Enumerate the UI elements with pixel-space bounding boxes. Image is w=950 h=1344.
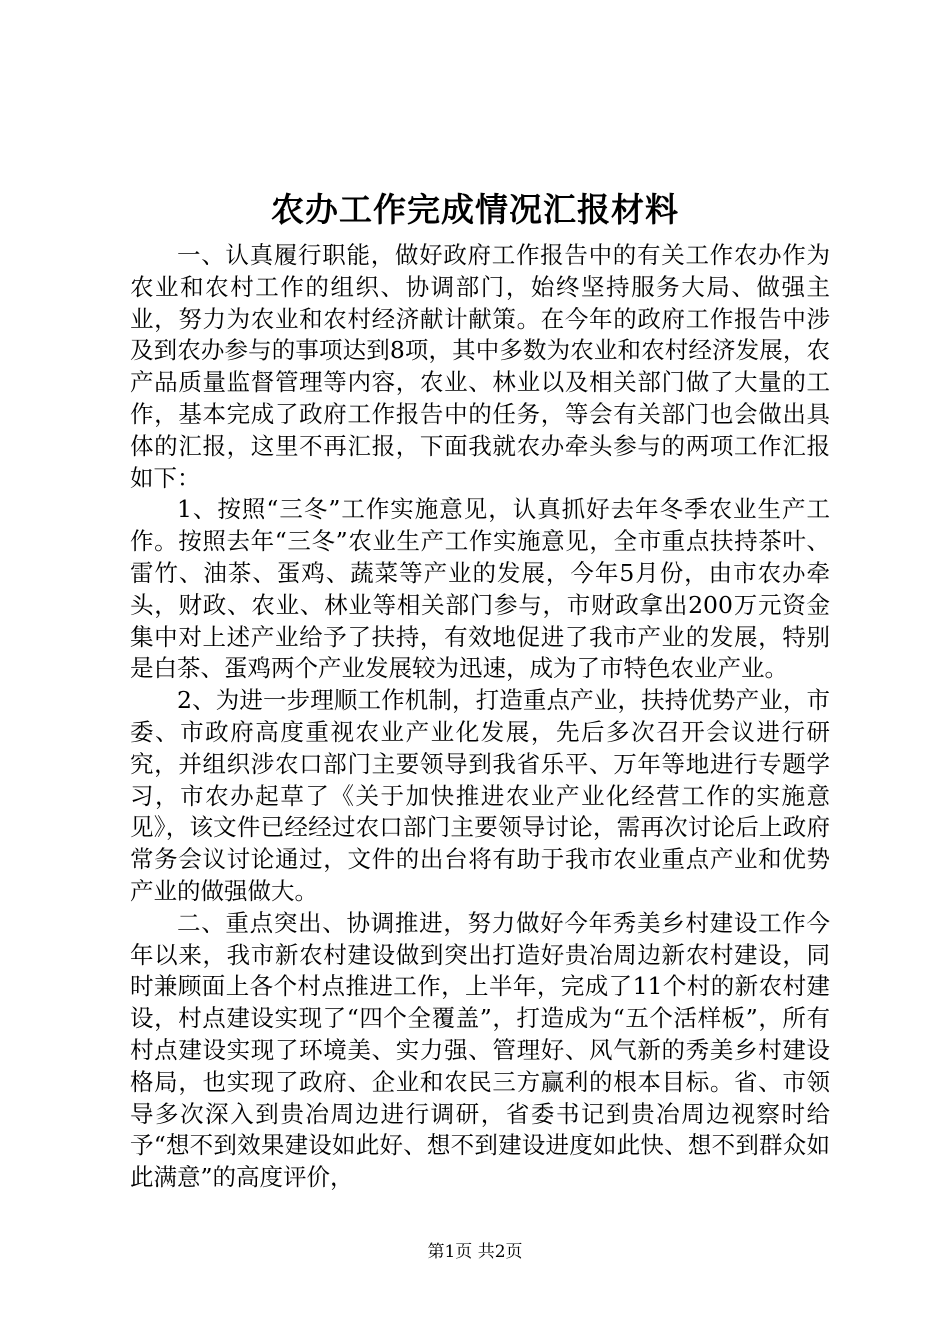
- paragraph-section-one: 一、认真履行职能，做好政府工作报告中的有关工作农办作为农业和农村工作的组织、协调部门，始终坚持服务大局、做强主业，努力为农业和农村经济献计献策。在今年的政府工作报告中涉及到农办参与的事项达到8项，其中多数为农业和农村经济发展，农产品质量监督管理等内容，农业、林业以及相关部门做了大量的工作，基本完成了政府工作报告中的任务，等会有关部门也会做出具体的汇报，这里不再汇报，下面我就农办牵头参与的两项工作汇报如下：: [130, 241, 830, 492]
- paragraph-section-two: 二、重点突出、协调推进，努力做好今年秀美乡村建设工作今年以来，我市新农村建设做到突出打造好贵冶周边新农村建设，同时兼顾面上各个村点推进工作，上半年，完成了11个村的新农村建设，村点建设实现了“四个全覆盖”，打造成为“五个活样板”，所有村点建设实现了环境美、实力强、管理好、风气新的秀美乡村建设格局，也实现了政府、企业和农民三方赢利的根本目标。省、市领导多次深入到贵冶周边进行调研，省委书记到贵冶周边视察时给予“想不到效果建设如此好、想不到建设进度如此快、想不到群众如此满意”的高度评价，: [130, 908, 830, 1192]
- paragraph-item-two: 2、为进一步理顺工作机制，打造重点产业，扶持优势产业，市委、市政府高度重视农业产业化发展，先后多次召开会议进行研究，并组织涉农口部门主要领导到我省乐平、万年等地进行专题学习，市农办起草了《关于加快推进农业产业化经营工作的实施意见》，该文件已经经过农口部门主要领导讨论，需再次讨论后上政府常务会议讨论通过，文件的出台将有助于我市农业重点产业和优势产业的做强做大。: [130, 686, 830, 905]
- document-title: 农办工作完成情况汇报材料: [271, 190, 679, 229]
- paragraph-item-one: 1、按照“三冬”工作实施意见，认真抓好去年冬季农业生产工作。按照去年“三冬”农业生产工作实施意见，全市重点扶持茶叶、雷竹、油茶、蛋鸡、蔬菜等产业的发展，今年5月份，由市农办牵头，财政、农业、林业等相关部门参与，市财政拿出200万元资金集中对上述产业给予了扶持，有效地促进了我市产业的发展，特别是白茶、蛋鸡两个产业发展较为迅速，成为了市特色农业产业。: [130, 495, 830, 683]
- page-number-footer: 第1页 共2页: [427, 1242, 523, 1262]
- document-body: [130, 240, 830, 1194]
